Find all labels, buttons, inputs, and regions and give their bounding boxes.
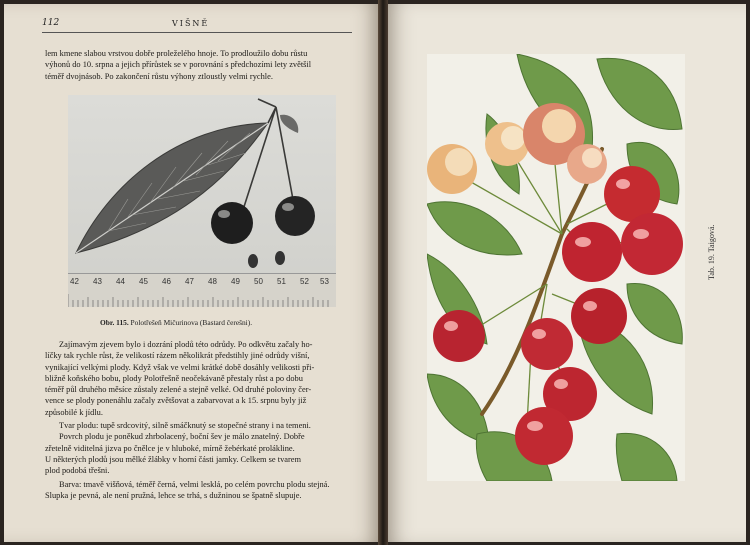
ruler-label: 50 xyxy=(254,277,263,286)
page-number: 112 xyxy=(42,18,60,28)
text-line: Slupka je pevná, ale není pružná, lehce se trhá, s dužninou se špatně slupuje. xyxy=(45,491,302,501)
text-line: zřetelně viditelná jizva po čnělce je v hluboké, mírně žebérkaté prolákline. xyxy=(45,443,295,453)
text-line: lem kmene slabou vrstvou dobře proleželého hnoje. To prodloužilo dobu růstu xyxy=(45,49,308,58)
text-line: vynikající velkými plody. Když však ve velmi krátké době dosáhly velikosti při- xyxy=(45,362,315,372)
text-line: líčky tak rychle růst, že velikostí rázem několikrát předstihly jiné odrůdy višní, xyxy=(45,351,310,361)
figure-caption xyxy=(100,318,252,327)
ruler-label: 51 xyxy=(277,277,286,286)
text-line: téměř dvojnásob. Po zakončení růstu výhony ztloustly velmi rychle. xyxy=(45,71,273,81)
ruler-label: 46 xyxy=(162,277,171,286)
text-line: Povrch plodu je poněkud zhrbolacený, boční šev je málo znatelný. Dobře xyxy=(59,432,305,442)
text-line: Tvar plodu: tupě srdcovitý, silně smáčknutý se stopečné strany i na temeni. xyxy=(59,421,311,430)
ruler-label: 42 xyxy=(70,277,79,286)
text-line: téměř půl druhého měsíce zůstaly zelené a stejně velké. Od druhé poloviny čer- xyxy=(45,385,312,395)
ruler-label: 52 xyxy=(300,277,309,286)
text-line: plod podobá třešni. xyxy=(45,466,110,476)
book-gutter xyxy=(378,0,388,545)
text-line: Barva: tmavě višňová, téměř černá, velmi lesklá, po celém povrchu plodu stejná. xyxy=(59,480,330,489)
cherry-branch-illustration xyxy=(427,54,685,481)
measuring-ruler xyxy=(68,273,336,307)
cherry-leaf-photo xyxy=(68,95,336,275)
ruler-label: 44 xyxy=(116,277,125,286)
body-paragraph-3 xyxy=(45,479,367,502)
text-line: U některých plodů jsou mělké žlábky v horní části jamky. Celkem se tvarem xyxy=(45,454,301,464)
text-line: vence se plody ponenáhlu začaly zvětšovat a zabarvovat a k 15. srpnu byly již xyxy=(45,396,307,406)
ruler-label: 49 xyxy=(231,277,240,286)
text-line: výhonů do 10. srpna a jejich přírůstek se v porovnání s předchozími lety zvětšil xyxy=(45,60,312,70)
body-paragraph-2 xyxy=(45,420,367,476)
ruler-label: 45 xyxy=(139,277,148,286)
text-line: způsobilé k jídlu. xyxy=(45,407,103,417)
text-line: Zajímavým zjevem bylo i dozrání plodů této odrůdy. Po odkvětu začaly ho- xyxy=(59,340,313,349)
ruler-label: 53 xyxy=(320,277,329,286)
top-paragraph xyxy=(45,48,367,82)
ruler-ticks xyxy=(68,274,336,307)
running-title: VIŠNĚ xyxy=(172,19,210,28)
running-header xyxy=(42,18,352,33)
caption-text: Polotřešeň Mičurinova (Bastard čerešni). xyxy=(130,318,253,327)
text-line: bližně koňského bobu, plody Polotřešně neočekávaně přestaly růst a po dobu xyxy=(45,373,303,383)
plate-side-caption: Tab. 19. Taigová. xyxy=(707,224,716,280)
body-paragraph-1 xyxy=(45,339,367,418)
color-plate-cherries xyxy=(427,54,685,481)
ruler-label: 43 xyxy=(93,277,102,286)
caption-label: Obr. 115. xyxy=(100,318,129,327)
ruler-label: 47 xyxy=(185,277,194,286)
ruler-label: 48 xyxy=(208,277,217,286)
